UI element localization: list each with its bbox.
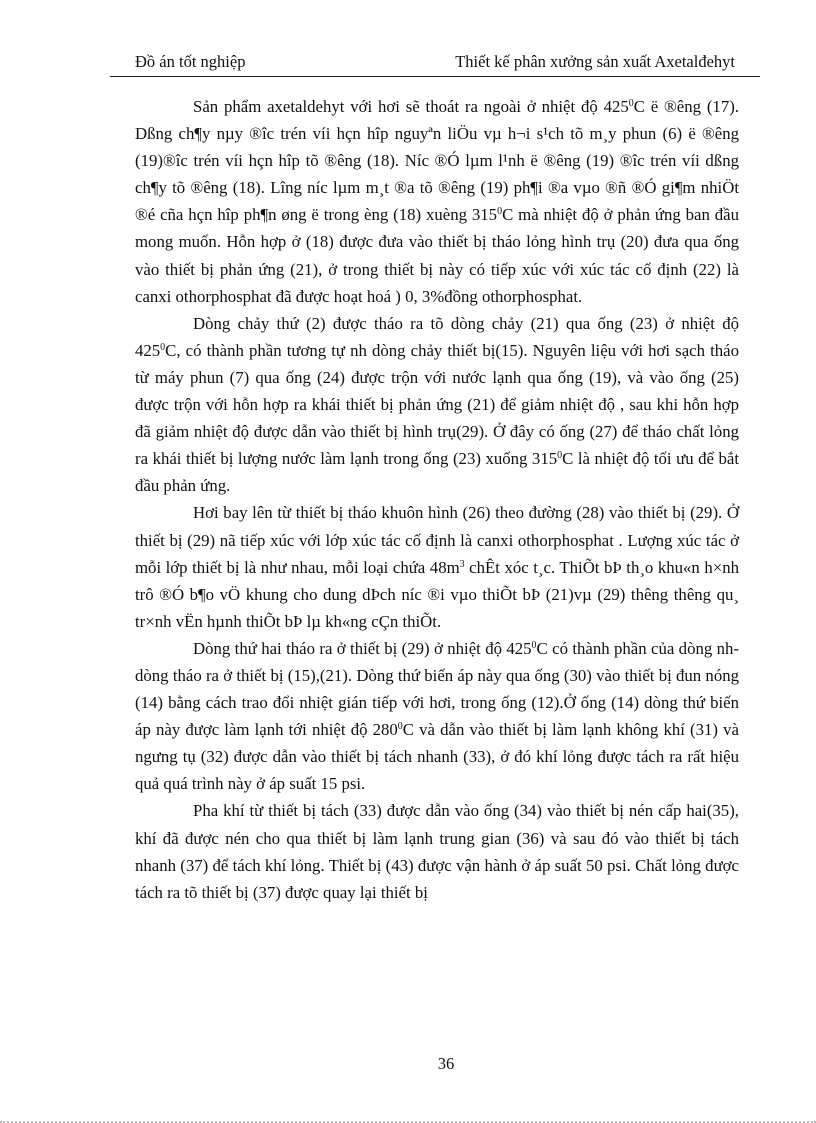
superscript: 0 [497, 206, 503, 218]
paragraph [135, 635, 739, 798]
text-run: Hơi bay lên từ thiết bị tháo khuôn hình (26) theo đường (28) vào thiết bị (29). Ở thiết bị (29) nã tiếp xúc với lớp xúc tác cố định là canxi othorphosphat . Lượng xúc tác ở mỗi lớp thiết bị là như nhau, mỗi loại chứa 48m [135, 503, 739, 577]
superscript: 0 [557, 450, 563, 462]
page-header [135, 52, 735, 74]
superscript: 0 [531, 639, 537, 651]
body-text [135, 93, 739, 906]
paragraph [135, 310, 739, 500]
header-rule [110, 76, 760, 77]
header-left-text: Đồ án tốt nghiệp [135, 52, 246, 71]
superscript: 0 [160, 341, 166, 353]
text-run: C có thành phần của dòng nh dòng tháo ra ở thiết bị (15),(21). Dòng thứ biến áp này qua ống (30) vào thiết bị đun nóng (14) bằng cách trao đổi nhiệt gián tiếp với hơi, trong ống (12).Ở ống (14) dòng thứ biến áp này được làm lạnh tới nhiệt độ 280 [135, 638, 739, 740]
text-run: C mà nhiệt độ ở phản ứng ban đầu mong muốn. Hỗn hợp ở (18) được đưa vào thiết bị tháo lỏng hình trụ (20) đưa qua ống vào thiết bị phản ứng (21), ở trong thiết bị này có tiếp xúc với xúc tác cố định (22) là canxi othorphosphat đã được hoạt hoá ) 0, 3%đồng othorphosphat. [135, 205, 739, 306]
text-run: C ë ®êng (17). Dßng ch¶y nµy ®îc trén víi hçn hîp nguyªn liÖu vµ h¬i s¹ch tõ m¸y phun (6) ë ®êng (19)®îc trén víi hçn hîp tõ ®êng (18). Níc ®Ó lµm l¹nh ë ®êng (19) ®îc trén víi dßng ch¶y tõ ®êng (18). Lîng níc lµm m¸t ®a tõ ®êng (19) ph¶i ®a vµo ®ñ ®Ó gi¶m nhiÖt ®é cña hçn hîp ph¶n øng ë trong èng (18) xuèng 315 [135, 97, 739, 225]
text-run: chÊt xóc t¸c. ThiÕt bÞ th¸o khu«n h×nh trô ®Ó b¶o vÖ khung cho dung dÞch níc ®i vµo thiÕt bÞ (21)vµ (29) thêng thêng qu¸ tr×nh vËn hµnh thiÕt bÞ lµ kh«ng cÇn thiÕt. [135, 557, 739, 631]
paragraph [135, 93, 739, 310]
text-run: Dòng chảy thứ (2) được tháo ra tõ dòng chảy (21) qua ống (23) ở nhiệt độ 425 [135, 313, 739, 360]
page-number: 36 [437, 1054, 455, 1073]
paragraph [135, 797, 739, 905]
superscript: 0 [397, 721, 403, 733]
superscript: 3 [459, 558, 465, 570]
text-run: Dòng thứ hai tháo ra ở thiết bị (29) ở nhiệt độ 425 [193, 638, 532, 658]
superscript: 0 [628, 98, 634, 109]
paragraph [135, 499, 739, 634]
text-run: C, có thành phần tương tự nh dòng chảy thiết bị(15). Nguyên liệu với hơi sạch tháo từ máy phun (7) qua ống (24) được trộn với nước lạnh qua ống (19), và vào ống (25) được trộn với hỗn hợp ra khái thiết bị phản ứng (21) để giảm nhiệt độ , sau khi hỗn hợp đã giảm nhiệt độ được dẫn vào thiết bị hình trụ(29). Ở đây có ống (27) để tháo chất lỏng ra khái thiết bị lượng nước làm lạnh trong ống (23) xuống 315 [135, 340, 739, 469]
text-run: Pha khí từ thiết bị tách (33) được dẫn vào ống (34) vào thiết bị nén cấp hai(35), khí đã được nén cho qua thiết bị làm lạnh trung gian (36) và sau đó vào thiết bị tách nhanh (37) để tách khí lỏng. Thiết bị (43) được vận hành ở áp suất 50 psi. Chất lỏng được tách ra tõ thiết bị (37) được quay lại thiết bị [135, 801, 739, 902]
text-run: C và dẫn vào thiết bị làm lạnh không khí (31) và ngưng tụ (32) được dẫn vào thiết bị tách nhanh (33), ở đó khí lỏng được tách ra rất hiệu quả quá trình này ở áp suất 15 psi. [135, 720, 739, 794]
text-run: Sản phẩm axetaldehyt với hơi sẽ thoát ra ngoài ở nhiệt độ 425 [193, 97, 629, 116]
header-right-text: Thiết kế phân xưởng sản xuất Axetalđehyt [455, 52, 735, 71]
text-run: C là nhiệt độ tối ưu để bắt đầu phản ứng. [135, 449, 739, 496]
